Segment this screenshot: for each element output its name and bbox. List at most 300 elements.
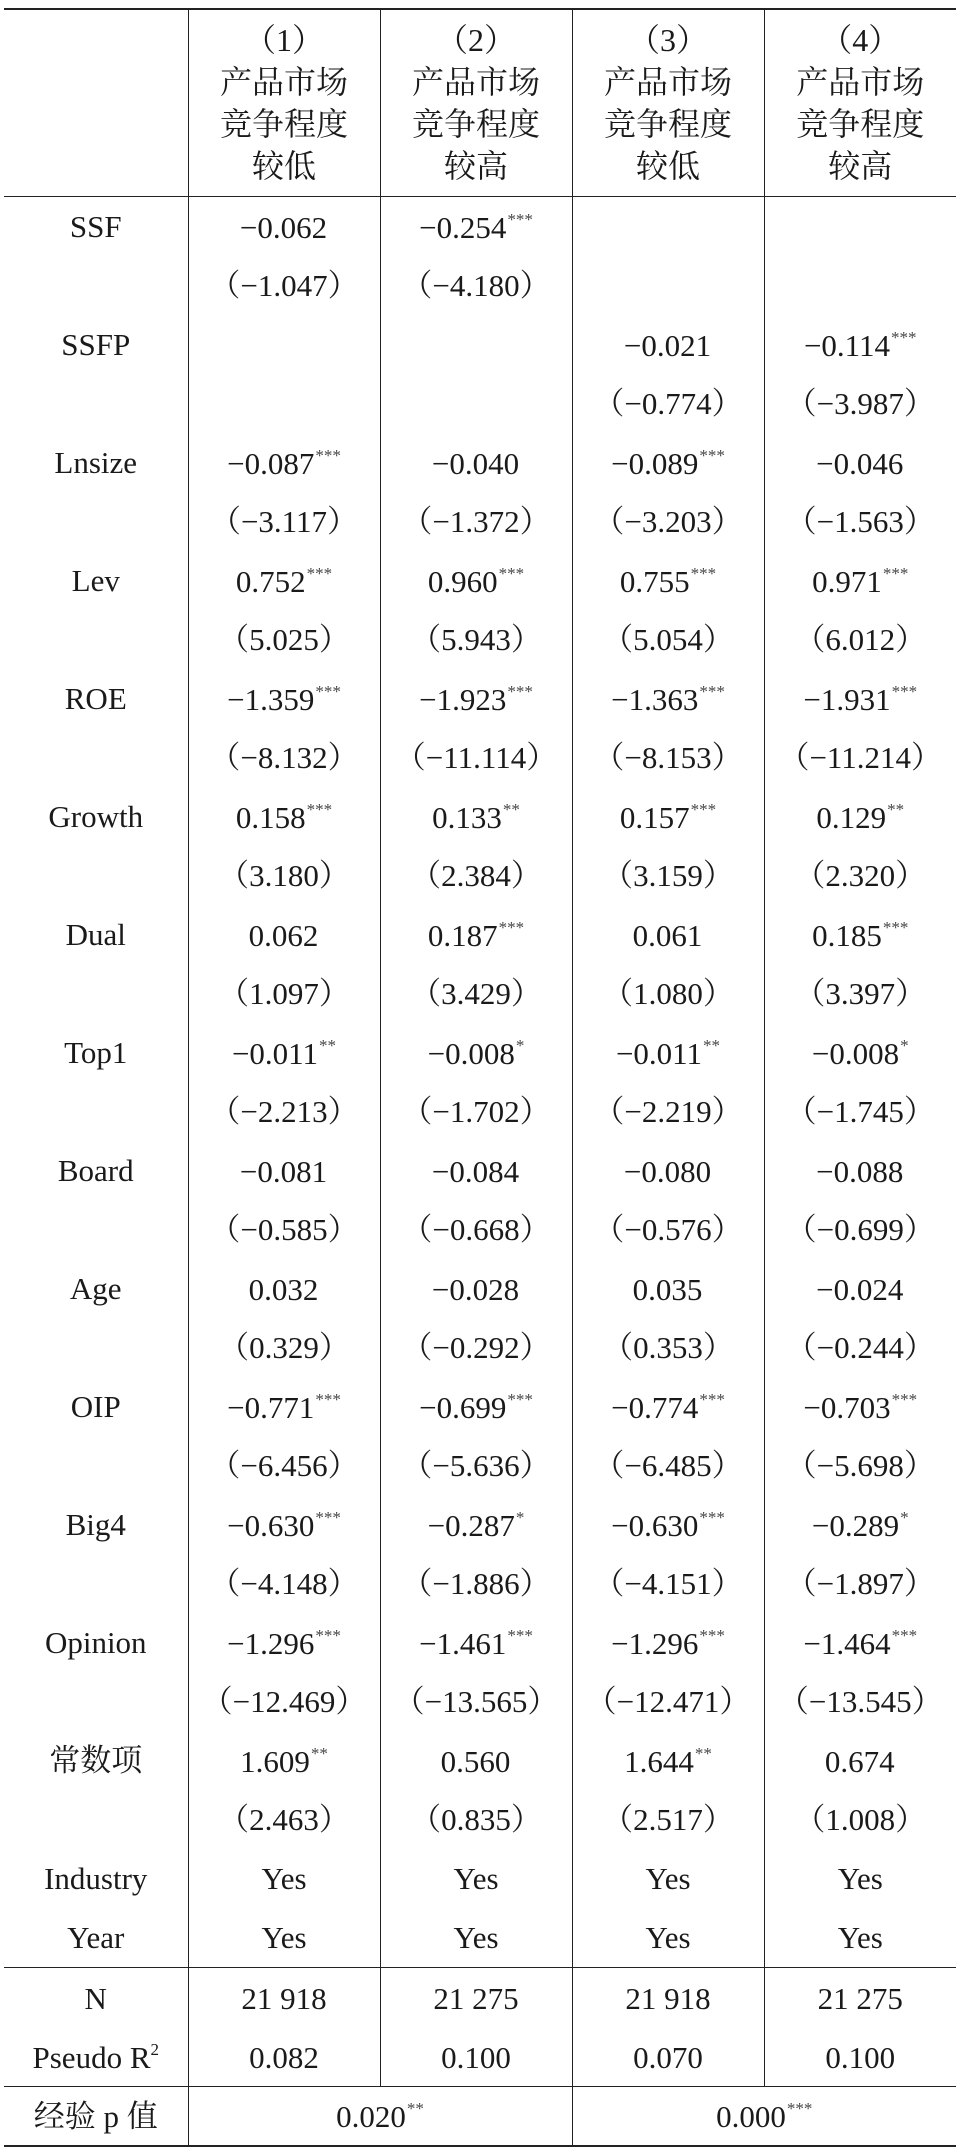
empty-label [4, 374, 188, 433]
coefficient-value: −0.289 [811, 1507, 900, 1543]
control-value: Yes [572, 1849, 764, 1908]
coefficient-cell [764, 1023, 956, 1082]
t-statistic-cell: （−2.213） [188, 1082, 380, 1141]
coefficient-cell [572, 1141, 764, 1200]
coefficient-value: −0.084 [431, 1153, 520, 1189]
significance-stars: *** [315, 1389, 341, 1409]
empty-label [4, 1318, 188, 1377]
t-statistic-cell: （−0.292） [380, 1318, 572, 1377]
coefficient-cell [572, 433, 764, 492]
coefficient-row [4, 669, 956, 728]
variable-label: OIP [70, 1389, 121, 1424]
significance-stars: *** [306, 799, 333, 819]
significance-stars: *** [690, 799, 717, 819]
t-statistic-cell: （−6.485） [572, 1436, 764, 1495]
significance-stars: *** [507, 1389, 533, 1409]
coefficient-value: −0.021 [623, 327, 712, 363]
pseudo-r2-label [4, 2028, 188, 2087]
t-statistic-cell: （−4.148） [188, 1554, 380, 1613]
empty-label [4, 256, 188, 315]
t-statistic-row [4, 846, 956, 905]
t-statistic-cell: （3.180） [188, 846, 380, 905]
t-statistic-cell: （−3.987） [764, 374, 956, 433]
coefficient-value: −0.774 [611, 1389, 699, 1425]
coefficient-cell [188, 315, 380, 374]
coefficient-cell [572, 905, 764, 964]
coefficient-value: −0.114 [803, 327, 891, 363]
variable-label: Age [69, 1271, 122, 1306]
coefficient-cell [380, 1495, 572, 1554]
significance-stars: *** [507, 1625, 533, 1645]
empty-label [4, 1436, 188, 1495]
control-value: Yes [764, 1849, 956, 1908]
coefficient-cell [764, 669, 956, 728]
t-statistic-cell: （−5.698） [764, 1436, 956, 1495]
coefficient-cell [188, 1023, 380, 1082]
t-statistic-cell [188, 374, 380, 433]
significance-stars: *** [315, 1625, 341, 1645]
coefficient-value: −0.011 [615, 1035, 703, 1071]
t-statistic-cell: （0.835） [380, 1790, 572, 1849]
column-header-line2: 竞争程度 [603, 106, 732, 142]
coefficient-cell [380, 433, 572, 492]
empty-label [4, 728, 188, 787]
t-statistic-cell: （−1.372） [380, 492, 572, 551]
variable-label: Growth [48, 799, 144, 834]
column-header-num: （4） [820, 22, 901, 58]
coefficient-value: 0.133 [432, 799, 502, 835]
column-header-1 [188, 9, 380, 197]
coefficient-value: −0.040 [431, 445, 520, 481]
coefficient-value: 1.609 [240, 1743, 310, 1779]
empty-label [4, 1672, 188, 1731]
coefficient-row [4, 433, 956, 492]
significance-stars: ** [502, 799, 520, 819]
coefficient-row [4, 551, 956, 610]
significance-stars: *** [699, 1507, 725, 1527]
t-statistic-cell: （3.429） [380, 964, 572, 1023]
t-statistic-cell: （2.517） [572, 1790, 764, 1849]
significance-stars: * [900, 1507, 909, 1527]
t-statistic-row [4, 492, 956, 551]
column-header-line1: 产品市场 [796, 64, 925, 100]
coefficient-value: 0.062 [248, 917, 319, 953]
t-statistic-cell: （5.054） [572, 610, 764, 669]
significance-stars: *** [882, 917, 909, 937]
t-statistic-cell: （2.384） [380, 846, 572, 905]
coefficient-row [4, 905, 956, 964]
empty-label [4, 610, 188, 669]
coefficient-cell [572, 669, 764, 728]
coefficient-value: 0.960 [427, 563, 498, 599]
empty-label [4, 846, 188, 905]
coefficient-value: −0.089 [611, 445, 699, 481]
coefficient-cell [764, 551, 956, 610]
t-statistic-row [4, 610, 956, 669]
coefficient-value: 0.560 [440, 1743, 511, 1779]
control-label: Year [67, 1920, 125, 1955]
p-value-left [188, 2087, 572, 2147]
t-statistic-cell: （−13.545） [764, 1672, 956, 1731]
significance-stars: ** [703, 1035, 721, 1055]
column-header-line3: 较高 [828, 148, 893, 184]
significance-stars: *** [507, 209, 533, 229]
coefficient-value: 0.185 [812, 917, 882, 953]
coefficient-row [4, 1377, 956, 1436]
t-statistic-cell: （−0.576） [572, 1200, 764, 1259]
significance-stars: *** [891, 1389, 918, 1409]
pseudo-r2-value: 0.082 [188, 2028, 380, 2087]
variable-label: Big4 [65, 1507, 126, 1542]
variable-label: Lev [71, 563, 120, 598]
coefficient-cell [380, 1377, 572, 1436]
t-statistic-cell: （−3.117） [188, 492, 380, 551]
t-statistic-cell: （−11.114） [380, 728, 572, 787]
n-value: 21 918 [572, 1968, 764, 2029]
t-statistic-cell: （−1.047） [188, 256, 380, 315]
empty-label [4, 964, 188, 1023]
coefficient-value: −0.008 [427, 1035, 515, 1071]
t-statistic-row [4, 1790, 956, 1849]
variable-label: Dual [65, 917, 126, 952]
significance-stars: *** [699, 681, 725, 701]
column-header-line1: 产品市场 [219, 64, 348, 100]
p-value-number: 0.000 [716, 2099, 786, 2134]
coefficient-cell [188, 1141, 380, 1200]
t-statistic-cell: （−0.699） [764, 1200, 956, 1259]
coefficient-value: 1.644 [624, 1743, 694, 1779]
coefficient-row [4, 1259, 956, 1318]
significance-stars: ** [319, 1035, 337, 1055]
column-header-line3: 较低 [635, 148, 700, 184]
coefficient-value: −1.464 [803, 1625, 891, 1661]
significance-stars: *** [891, 681, 918, 701]
t-statistic-row [4, 1672, 956, 1731]
empty-label [4, 1554, 188, 1613]
control-value: Yes [764, 1908, 956, 1968]
coefficient-cell [380, 197, 572, 257]
coefficient-cell [764, 787, 956, 846]
coefficient-value: −1.359 [227, 681, 315, 717]
control-value: Yes [380, 1849, 572, 1908]
significance-stars: *** [507, 681, 533, 701]
header-row [4, 9, 956, 197]
coefficient-value: 0.187 [427, 917, 498, 953]
coefficient-value: −0.081 [239, 1153, 328, 1189]
t-statistic-cell: （0.353） [572, 1318, 764, 1377]
coefficient-value: −0.080 [623, 1153, 712, 1189]
t-statistic-cell: （5.943） [380, 610, 572, 669]
coefficient-value: 0.755 [619, 563, 690, 599]
t-statistic-cell: （−12.471） [572, 1672, 764, 1731]
t-statistic-cell: （−1.745） [764, 1082, 956, 1141]
significance-stars: *** [699, 1625, 725, 1645]
coefficient-value: −0.028 [431, 1271, 520, 1307]
coefficient-value: −0.699 [419, 1389, 507, 1425]
variable-label: SSF [69, 209, 122, 244]
coefficient-value: 0.158 [235, 799, 306, 835]
coefficient-row [4, 315, 956, 374]
significance-stars: *** [699, 1389, 725, 1409]
coefficient-row [4, 1495, 956, 1554]
coefficient-value: −0.062 [239, 209, 328, 245]
coefficient-cell [764, 433, 956, 492]
coefficient-value: −0.046 [816, 445, 904, 481]
coefficient-cell [380, 1023, 572, 1082]
pseudo-r2-value: 0.070 [572, 2028, 764, 2087]
coefficient-cell [764, 315, 956, 374]
empty-label [4, 492, 188, 551]
coefficient-cell [572, 1613, 764, 1672]
pseudo-r2-superscript: 2 [150, 2040, 159, 2059]
coefficient-cell [764, 1495, 956, 1554]
t-statistic-cell: （−2.219） [572, 1082, 764, 1141]
control-value: Yes [188, 1849, 380, 1908]
coefficient-value: −0.703 [803, 1389, 891, 1425]
t-statistic-cell: （−8.153） [572, 728, 764, 787]
coefficient-cell [572, 315, 764, 374]
coefficient-value: −0.771 [227, 1389, 315, 1425]
coefficient-cell [380, 1731, 572, 1790]
coefficient-cell [380, 669, 572, 728]
significance-stars: *** [891, 1625, 918, 1645]
t-statistic-cell [572, 256, 764, 315]
control-row [4, 1908, 956, 1968]
column-header-3 [572, 9, 764, 197]
coefficient-value: −1.931 [803, 681, 891, 717]
significance-stars: * [515, 1507, 525, 1527]
significance-stars: *** [498, 917, 525, 937]
t-statistic-cell: （−1.897） [764, 1554, 956, 1613]
t-statistic-row [4, 374, 956, 433]
n-label: N [4, 1968, 188, 2029]
coefficient-cell [572, 787, 764, 846]
coefficient-cell [764, 197, 956, 257]
coefficient-value: −1.296 [227, 1625, 315, 1661]
significance-stars: *** [690, 563, 717, 583]
significance-stars: * [900, 1035, 909, 1055]
coefficient-cell [188, 1259, 380, 1318]
pseudo-r2-value: 0.100 [764, 2028, 956, 2087]
empty-label [4, 1200, 188, 1259]
significance-stars: *** [786, 2099, 813, 2118]
coefficient-cell [188, 1731, 380, 1790]
control-value: Yes [572, 1908, 764, 1968]
t-statistic-cell: （6.012） [764, 610, 956, 669]
coefficient-value: −1.461 [419, 1625, 507, 1661]
coefficient-value: −1.296 [611, 1625, 699, 1661]
n-value: 21 918 [188, 1968, 380, 2029]
coefficient-cell [764, 1731, 956, 1790]
t-statistic-cell: （−3.203） [572, 492, 764, 551]
p-value-number: 0.020 [336, 2099, 406, 2134]
coefficient-cell [572, 1731, 764, 1790]
n-value: 21 275 [764, 1968, 956, 2029]
n-value: 21 275 [380, 1968, 572, 2029]
pseudo-r2-value: 0.100 [380, 2028, 572, 2087]
coefficient-value: 0.032 [248, 1271, 319, 1307]
t-statistic-cell: （0.329） [188, 1318, 380, 1377]
coefficient-cell [188, 1495, 380, 1554]
coefficient-value: 0.674 [824, 1743, 895, 1779]
column-header-line2: 竞争程度 [796, 106, 925, 142]
coefficient-cell [380, 1259, 572, 1318]
column-header-line1: 产品市场 [603, 64, 732, 100]
variable-label: Board [57, 1153, 134, 1188]
t-statistic-row [4, 1200, 956, 1259]
t-statistic-cell: （2.463） [188, 1790, 380, 1849]
coefficient-cell [764, 905, 956, 964]
coefficient-cell [188, 787, 380, 846]
table-body [4, 197, 956, 2147]
variable-label: SSFP [61, 327, 131, 362]
coefficient-value: 0.752 [235, 563, 306, 599]
pseudo-r2-row [4, 2028, 956, 2087]
coefficient-cell [380, 551, 572, 610]
significance-stars: *** [315, 681, 341, 701]
t-statistic-cell: （3.159） [572, 846, 764, 905]
significance-stars: *** [315, 1507, 341, 1527]
control-label: Industry [44, 1861, 148, 1896]
t-statistic-cell: （1.080） [572, 964, 764, 1023]
t-statistic-cell: （−4.151） [572, 1554, 764, 1613]
t-statistic-row [4, 1082, 956, 1141]
coefficient-cell [380, 905, 572, 964]
column-header-num: （2） [435, 22, 516, 58]
coefficient-cell [572, 197, 764, 257]
t-statistic-cell: （−1.563） [764, 492, 956, 551]
coefficient-value: −0.287 [427, 1507, 515, 1543]
t-statistic-cell: （−0.774） [572, 374, 764, 433]
p-value-right [572, 2087, 956, 2147]
p-value-label: 经验 p 值 [4, 2087, 188, 2147]
coefficient-value: −0.011 [231, 1035, 319, 1071]
t-statistic-cell [380, 374, 572, 433]
coefficient-cell [188, 1377, 380, 1436]
column-header-line2: 竞争程度 [411, 106, 540, 142]
t-statistic-row [4, 964, 956, 1023]
significance-stars: *** [315, 445, 341, 465]
t-statistic-cell: （−8.132） [188, 728, 380, 787]
variable-label: Opinion [44, 1625, 147, 1660]
coefficient-cell [572, 551, 764, 610]
coefficient-value: −0.024 [816, 1271, 904, 1307]
t-statistic-row [4, 1554, 956, 1613]
n-row [4, 1968, 956, 2029]
coefficient-cell [380, 1141, 572, 1200]
coefficient-value: 0.157 [619, 799, 690, 835]
t-statistic-cell: （−6.456） [188, 1436, 380, 1495]
t-statistic-row [4, 1436, 956, 1495]
t-statistic-cell: （−0.585） [188, 1200, 380, 1259]
t-statistic-cell: （1.008） [764, 1790, 956, 1849]
column-header-line1: 产品市场 [411, 64, 540, 100]
coefficient-row [4, 787, 956, 846]
coefficient-value: −0.088 [816, 1153, 904, 1189]
coefficient-value: −0.087 [227, 445, 315, 481]
control-value: Yes [380, 1908, 572, 1968]
t-statistic-cell: （3.397） [764, 964, 956, 1023]
column-header-num: （3） [627, 22, 708, 58]
coefficient-cell [380, 787, 572, 846]
t-statistic-cell: （−1.702） [380, 1082, 572, 1141]
coefficient-cell [380, 315, 572, 374]
variable-label: 常数项 [49, 1743, 143, 1778]
column-header-line2: 竞争程度 [219, 106, 348, 142]
significance-stars: ** [406, 2099, 424, 2118]
significance-stars: ** [694, 1743, 712, 1763]
coefficient-cell [188, 905, 380, 964]
t-statistic-cell: （−4.180） [380, 256, 572, 315]
coefficient-cell [188, 551, 380, 610]
significance-stars: *** [306, 563, 333, 583]
coefficient-cell [764, 1377, 956, 1436]
coefficient-cell [188, 1613, 380, 1672]
coefficient-value: 0.971 [812, 563, 882, 599]
coefficient-cell [764, 1141, 956, 1200]
significance-stars: *** [882, 563, 909, 583]
coefficient-cell [188, 433, 380, 492]
coefficient-cell [572, 1495, 764, 1554]
t-statistic-cell [764, 256, 956, 315]
significance-stars: *** [699, 445, 725, 465]
coefficient-row [4, 197, 956, 257]
t-statistic-cell: （−12.469） [188, 1672, 380, 1731]
t-statistic-cell: （−0.244） [764, 1318, 956, 1377]
coefficient-value: −1.363 [611, 681, 699, 717]
t-statistic-row [4, 1318, 956, 1377]
empirical-p-value-row [4, 2087, 956, 2147]
coefficient-value: −0.008 [811, 1035, 900, 1071]
header-corner [4, 9, 188, 197]
significance-stars: ** [310, 1743, 328, 1763]
coefficient-cell [572, 1377, 764, 1436]
coefficient-value: −0.630 [227, 1507, 315, 1543]
coefficient-row [4, 1613, 956, 1672]
significance-stars: *** [891, 327, 917, 347]
variable-label: ROE [64, 681, 127, 716]
coefficient-value: 0.129 [816, 799, 887, 835]
t-statistic-cell: （−1.886） [380, 1554, 572, 1613]
coefficient-value: −0.630 [611, 1507, 699, 1543]
coefficient-row [4, 1731, 956, 1790]
control-row [4, 1849, 956, 1908]
column-header-line3: 较高 [443, 148, 508, 184]
coefficient-cell [188, 669, 380, 728]
t-statistic-cell: （−11.214） [764, 728, 956, 787]
coefficient-row [4, 1141, 956, 1200]
t-statistic-row [4, 728, 956, 787]
t-statistic-cell: （−5.636） [380, 1436, 572, 1495]
significance-stars: *** [498, 563, 525, 583]
regression-table [4, 8, 956, 2147]
t-statistic-cell: （2.320） [764, 846, 956, 905]
column-header-num: （1） [243, 22, 324, 58]
significance-stars: ** [887, 799, 905, 819]
coefficient-cell [572, 1259, 764, 1318]
variable-label: Lnsize [54, 445, 138, 480]
column-header-4 [764, 9, 956, 197]
significance-stars: * [515, 1035, 525, 1055]
column-header-2 [380, 9, 572, 197]
coefficient-cell [572, 1023, 764, 1082]
coefficient-cell [380, 1613, 572, 1672]
t-statistic-cell: （5.025） [188, 610, 380, 669]
column-header-line3: 较低 [251, 148, 316, 184]
t-statistic-cell: （−0.668） [380, 1200, 572, 1259]
t-statistic-row [4, 256, 956, 315]
coefficient-cell [764, 1613, 956, 1672]
